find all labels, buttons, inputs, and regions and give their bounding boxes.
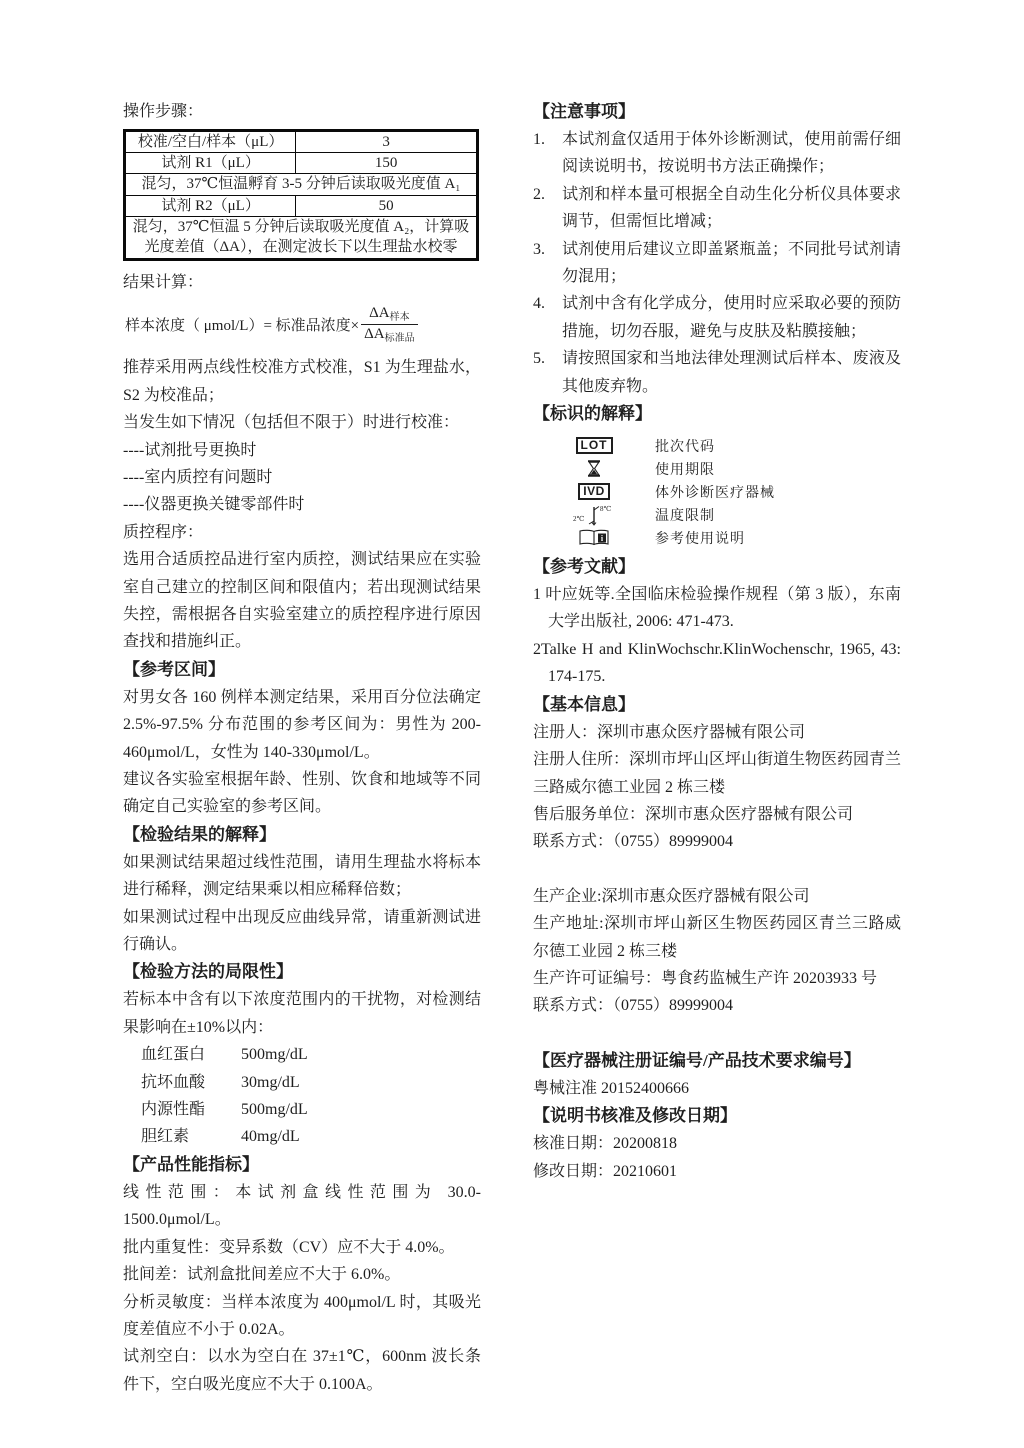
section-heading-references: 【参考文献】 [533, 557, 635, 577]
calibration-condition: ----试剂批号更换时 [123, 441, 257, 459]
section-heading-revision-dates: 【说明书核准及修改日期】 [533, 1106, 737, 1126]
svg-text:8℃: 8℃ [600, 504, 612, 513]
precaution-item [533, 181, 901, 236]
revision-date: 修改日期：20210601 [533, 1162, 678, 1180]
interferent-name: 内源性酯 [141, 1101, 206, 1119]
symbol-row [563, 457, 901, 480]
precaution-item [533, 345, 901, 400]
performance-item: 批内重复性：变异系数（CV）应不大于 4.0%。 [123, 1238, 455, 1256]
calibration-paragraph: 当发生如下情况（包括但不限于）时进行校准： [123, 414, 460, 432]
consult-instructions-icon [578, 529, 610, 546]
concentration-formula [125, 305, 481, 344]
performance-item: 批间差：试剂盒批间差应不大于 6.0%。 [123, 1266, 401, 1284]
interferent-name: 胆红素 [141, 1128, 190, 1146]
symbol-meaning: 体外诊断医疗器械 [655, 485, 775, 501]
basic-info-line: 联系方式：（0755）89999004 [533, 833, 734, 851]
hourglass-icon [586, 460, 602, 477]
result-calculation-label: 结果计算： [123, 273, 204, 291]
manufacturer-info-line: 联系方式：（0755）89999004 [533, 997, 734, 1015]
section-heading-basic-info: 【基本信息】 [533, 694, 635, 714]
section-heading-reference-interval: 【参考区间】 [123, 659, 225, 679]
table-cell-value: 50 [296, 195, 478, 216]
interferent-value: 30mg/dL [241, 1073, 300, 1091]
interpretation-paragraph: 如果测试结果超过线性范围，请用生理盐水将标本进行稀释，测定结果乘以相应稀释倍数； [123, 853, 481, 899]
precaution-number: 5. [533, 350, 545, 368]
section-heading-method-limitations: 【检验方法的局限性】 [123, 962, 293, 982]
blank-line [533, 856, 901, 883]
precaution-item [533, 290, 901, 345]
interferent-value: 500mg/dL [241, 1046, 308, 1064]
reference-interval-paragraph: 建议各实验室根据年龄、性别、饮食和地域等不同确定自己实验室的参考区间。 [123, 771, 481, 816]
symbol-row [563, 526, 901, 549]
temperature-limit-icon [571, 503, 617, 527]
symbol-meaning: 使用期限 [655, 462, 715, 478]
reference-item: 1 叶应妩等.全国临床检验操作规程（第 3 版），东南大学出版社, 2006: 471-473. [533, 586, 901, 631]
reference-item: 2Talke H and KlinWochschr.KlinWochenschr, 1965, 43: 174-175. [533, 640, 901, 686]
qc-procedure-label: 质控程序： [123, 523, 204, 541]
symbol-row [563, 434, 901, 457]
section-heading-precautions: 【注意事项】 [533, 102, 635, 121]
symbol-row [563, 480, 901, 503]
svg-text:i: i [600, 534, 604, 544]
calibration-condition: ----仪器更换关键零部件时 [123, 496, 305, 514]
interferent-name: 血红蛋白 [141, 1046, 206, 1064]
precaution-number: 4. [533, 295, 545, 313]
calibration-paragraph: 推荐采用两点线性校准方式校准，S1 为生理盐水，S2 为校准品； [123, 359, 481, 404]
table-cell-value: 150 [296, 153, 478, 174]
blank-line [533, 1020, 901, 1047]
precaution-number: 1. [533, 131, 545, 148]
table-row [125, 216, 478, 259]
section-heading-result-interpretation: 【检验结果的解释】 [123, 824, 276, 844]
interferent-name: 抗坏血酸 [141, 1073, 206, 1091]
basic-info-line: 注册人住所：深圳市坪山区坪山街道生物医药园青兰三路威尔德工业园 2 栋三楼 [533, 751, 902, 796]
precaution-item [533, 236, 901, 291]
precaution-item [533, 126, 901, 181]
formula-fraction [361, 305, 417, 344]
section-heading-registration: 【医疗器械注册证编号/产品技术要求编号】 [533, 1050, 861, 1070]
precaution-text: 本试剂盒仅适用于体外诊断测试，使用前需仔细阅读说明书，按说明书方法正确操作； [562, 131, 901, 176]
reference-interval-paragraph: 对男女各 160 例样本测定结果，采用百分位法确定 2.5%-97.5% 分布范围的参考区间为：男性为 200-460μmol/L，女性为 140-330μmol/L。 [123, 688, 481, 761]
calibration-condition: ----室内质控有问题时 [123, 468, 273, 486]
left-column [123, 98, 481, 1448]
ivd-icon: IVD [578, 483, 610, 500]
interferent-row [123, 1041, 481, 1068]
precaution-text: 试剂中含有化学成分，使用时应采取必要的预防措施，切勿吞服，避免与皮肤及粘膜接触； [562, 295, 901, 340]
precaution-number: 2. [533, 185, 545, 203]
right-column [533, 98, 901, 1448]
procedure-table [123, 129, 479, 261]
symbol-row [563, 503, 901, 526]
formula-numerator: $\Delta A_{样本}$ [361, 305, 417, 325]
precaution-text: 试剂使用后建议立即盖紧瓶盖；不同批号试剂请勿混用； [562, 240, 901, 286]
precaution-text: 试剂和样本量可根据全自动生化分析仪具体要求调节，但需恒比增减； [562, 185, 901, 231]
performance-item: 试剂空白：以水为空白在 37±1℃，600nm 波长条件下，空白吸光度应不大于 0.100A。 [123, 1348, 481, 1393]
section-heading-symbols: 【标识的解释】 [533, 404, 652, 424]
basic-info-line: 售后服务单位：深圳市惠众医疗器械有限公司 [533, 805, 854, 823]
limitation-paragraph: 若标本中含有以下浓度范围内的干扰物，对检测结果影响在±10%以内： [123, 991, 481, 1036]
section-heading-performance: 【产品性能指标】 [123, 1154, 259, 1174]
table-row [125, 131, 478, 153]
performance-item: 分析灵敏度：当样本浓度为 400μmol/L 时，其吸光度差值应不小于 0.02A。 [123, 1293, 481, 1338]
precaution-text: 请按照国家和当地法律处理测试后样本、废液及其他废弃物。 [562, 350, 901, 395]
registration-number: 粤械注准 20152400666 [533, 1079, 690, 1097]
symbols-table [533, 434, 901, 549]
interferent-row [123, 1123, 481, 1150]
formula-lhs: 样本浓度（ μmol/L）= 标准品浓度× [125, 318, 360, 335]
table-row [125, 153, 478, 174]
interferent-value: 40mg/dL [241, 1128, 300, 1146]
table-row [125, 174, 478, 196]
symbol-meaning: 参考使用说明 [655, 531, 745, 547]
manufacturer-info-line: 生产许可证编号：粤食药监械生产许 20203933 号 [533, 969, 878, 987]
manufacturer-info-line: 生产地址:深圳市坪山新区生物医药园区青兰三路威尔德工业园 2 栋三楼 [533, 915, 901, 960]
svg-text:2℃: 2℃ [573, 514, 585, 523]
table-cell-span: 混匀，37℃恒温孵育 3-5 分钟后读取吸光度值 A₁ [125, 174, 478, 196]
interferent-row [123, 1096, 481, 1123]
precaution-number: 3. [533, 240, 545, 258]
table-cell-label: 试剂 R2（μL） [125, 195, 296, 216]
formula-denominator: $\Delta A_{标准品}$ [364, 326, 415, 345]
symbol-meaning: 批次代码 [655, 439, 715, 455]
table-cell-span: 混匀，37℃恒温 5 分钟后读取吸光度值 A₂，计算吸光度差值（ΔA），在测定波长下以生理盐水校零 [125, 216, 478, 259]
table-cell-label: 试剂 R1（μL） [125, 153, 296, 174]
basic-info-line: 注册人：深圳市惠众医疗器械有限公司 [533, 723, 806, 741]
table-cell-value: 3 [296, 131, 478, 153]
performance-item: 线性范围：本试剂盒线性范围为 30.0-1500.0μmol/L。 [123, 1183, 481, 1229]
table-row [125, 195, 478, 216]
table-cell-label: 校准/空白/样本（μL） [125, 131, 296, 153]
qc-procedure-paragraph: 选用合适质控品进行室内质控，测试结果应在实验室自己建立的控制区间和限值内；若出现测试结果失控，需根据各自实验室建立的质控程序进行原因查找和措施纠正。 [123, 551, 481, 651]
lot-icon: LOT [576, 437, 613, 454]
symbol-meaning: 温度限制 [655, 508, 715, 524]
manufacturer-info-line: 生产企业:深圳市惠众医疗器械有限公司 [533, 887, 810, 905]
procedure-steps-label: 操作步骤： [123, 103, 204, 120]
interferent-value: 500mg/dL [241, 1101, 308, 1119]
interpretation-paragraph: 如果测试过程中出现反应曲线异常，请重新测试进行确认。 [123, 908, 481, 954]
approval-date: 核准日期：20200818 [533, 1135, 678, 1153]
interferent-row [123, 1069, 481, 1096]
